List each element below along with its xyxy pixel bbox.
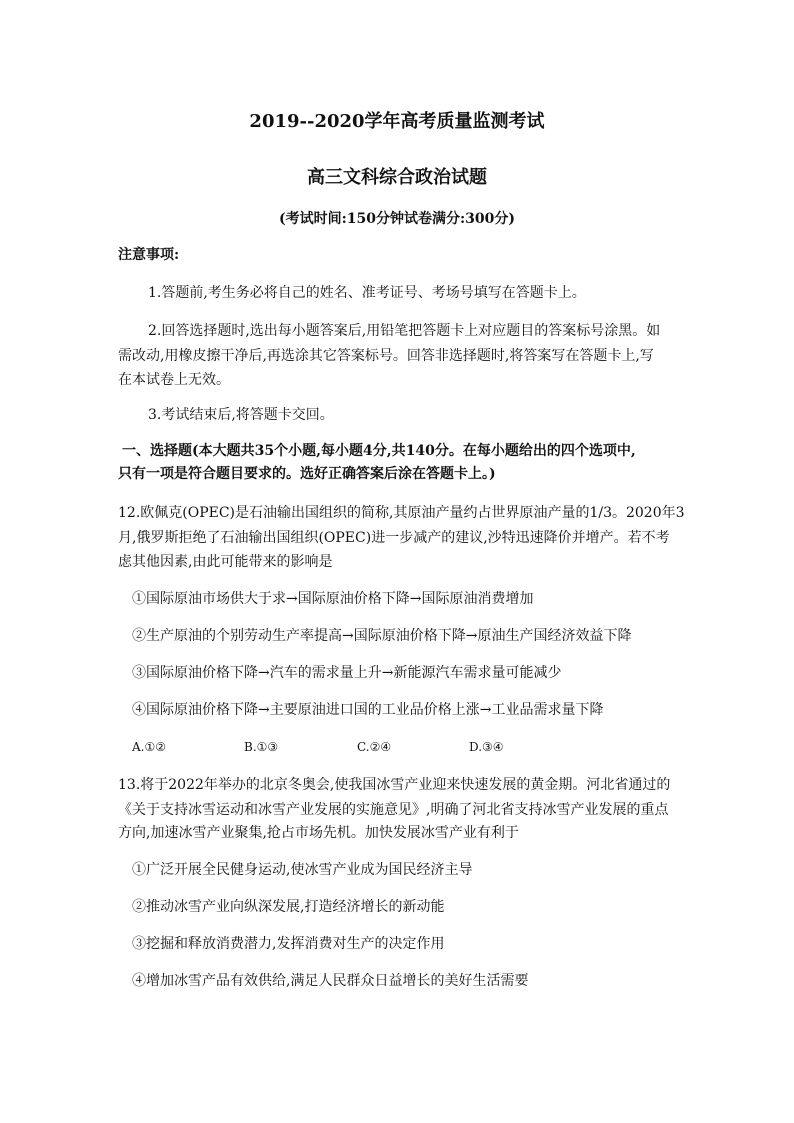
question-12-statement-2: ②生产原油的个别劳动生产率提高→国际原油价格下降→原油生产国经济效益下降 xyxy=(132,628,632,644)
question-13-statement-2: ②推动冰雪产业向纵深发展,打造经济增长的新动能 xyxy=(132,899,445,915)
question-12-choice-d: D.③④ xyxy=(469,740,504,754)
question-13-stem-line-3: 方向,加速冰雪产业聚集,抢占市场先机。加快发展冰雪产业有利于 xyxy=(118,825,519,841)
note-item-1: 1.答题前,考生务必将自己的姓名、准考证号、考场号填写在答题卡上。 xyxy=(148,285,586,301)
question-12-choice-a: A.①② xyxy=(132,740,166,754)
question-12-choice-c: C.②④ xyxy=(357,740,392,754)
question-13-stem-line-1: 13.将于2022年举办的北京冬奥会,使我国冰雪产业迎来快速发展的黄金期。河北省通过的 xyxy=(118,777,671,793)
question-12-stem-line-3: 虑其他因素,由此可能带来的影响是 xyxy=(118,554,333,570)
exam-title: 2019--2020学年高考质量监测考试 xyxy=(249,111,545,132)
question-12-stem-line-1: 12.欧佩克(OPEC)是石油输出国组织的简称,其原油产量约占世界原油产量的1/3。2020年3 xyxy=(118,505,685,521)
question-13-statement-3: ③挖掘和释放消费潜力,发挥消费对生产的决定作用 xyxy=(132,936,445,952)
note-item-2-line-1: 2.回答选择题时,选出每小题答案后,用铅笔把答题卡上对应题目的答案标号涂黑。如 xyxy=(148,323,661,339)
exam-subtitle: 高三文科综合政治试题 xyxy=(307,167,487,188)
question-13-stem-line-2: 《关于支持冰雪运动和冰雪产业发展的实施意见》,明确了河北省支持冰雪产业发展的重点 xyxy=(118,802,669,818)
section-heading-line-2: 只有一项是符合题目要求的。选好正确答案后涂在答题卡上。) xyxy=(118,466,496,482)
section-heading-line-1: 一、选择题(本大题共35个小题,每小题4分,共140分。在每小题给出的四个选项中, xyxy=(122,443,636,459)
notes-heading: 注意事项: xyxy=(118,247,180,263)
question-12-choice-b: B.①③ xyxy=(244,740,279,754)
question-12-statement-3: ③国际原油价格下降→汽车的需求量上升→新能源汽车需求量可能减少 xyxy=(132,665,562,681)
question-13-statement-1: ①广泛开展全民健身运动,使冰雪产业成为国民经济主导 xyxy=(132,862,473,878)
question-13-statement-4: ④增加冰雪产品有效供给,满足人民群众日益增长的美好生活需要 xyxy=(132,973,529,989)
question-12-statement-1: ①国际原油市场供大于求→国际原油价格下降→国际原油消费增加 xyxy=(132,591,534,607)
note-item-3: 3.考试结束后,将答题卡交回。 xyxy=(148,407,334,423)
exam-info: (考试时间:150分钟试卷满分:300分) xyxy=(278,211,516,227)
note-item-2-line-3: 在本试卷上无效。 xyxy=(118,372,230,388)
question-12-stem-line-2: 月,俄罗斯拒绝了石油输出国组织(OPEC)进一步减产的建议,沙特迅速降价并增产。若不考 xyxy=(118,530,670,546)
question-12-statement-4: ④国际原油价格下降→主要原油进口国的工业品价格上涨→工业品需求量下降 xyxy=(132,702,604,718)
note-item-2-line-2: 需改动,用橡皮擦干净后,再选涂其它答案标号。回答非选择题时,将答案写在答题卡上,写 xyxy=(118,348,654,364)
